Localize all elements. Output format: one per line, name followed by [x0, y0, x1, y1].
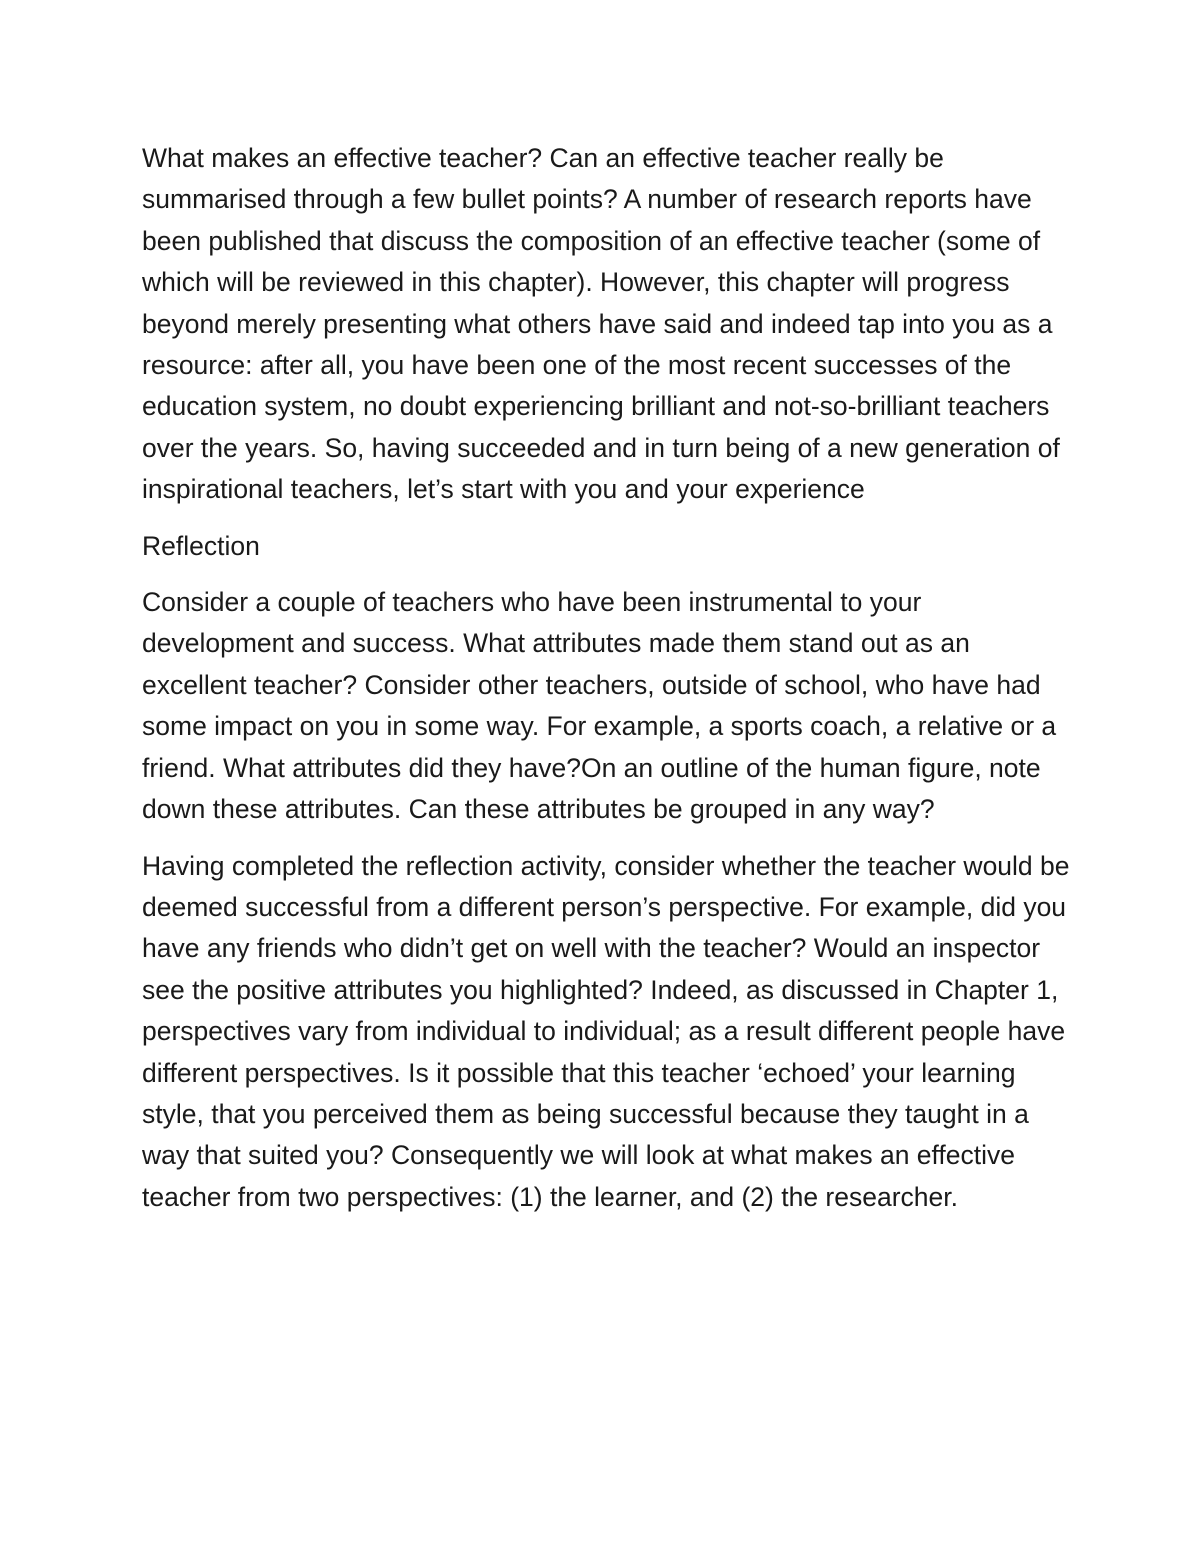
reflection-paragraph: Consider a couple of teachers who have been instrumental to your development and success. What attributes made them stand out as an excellent teacher? Consider other teachers, outside of school, who have had some impact on you in some way. For example, a sports coach, a relative or a friend. What attributes did they have?On an outline of the human figure, note down these attributes. Can these attributes be grouped in any way?: [142, 587, 1057, 825]
reflection-heading: Reflection: [142, 530, 260, 561]
document-body: [142, 138, 1072, 1218]
perspectives-paragraph: Having completed the reflection activity, consider whether the teacher would be deemed successful from a different person’s perspective. For example, did you have any friends who didn’t get on well with the teacher? Would an inspector see the positive attributes you highlighted? Indeed, as discussed in Chapter 1, perspectives vary from individual to individual; as a result different people have different perspectives. Is it possible that this teacher ‘echoed’ your learning style, that you perceived them as being successful because they taught in a way that suited you? Consequently we will look at what makes an effective teacher from two perspectives: (1) the learner, and (2) the researcher.: [142, 850, 1070, 1212]
intro-paragraph: What makes an effective teacher? Can an effective teacher really be summarised through a few bullet points? A number of research reports have been published that discuss the composition of an effective teacher (some of which will be reviewed in this chapter). However, this chapter will progress beyond merely presenting what others have said and indeed tap into you as a resource: after all, you have been one of the most recent successes of the education system, no doubt experiencing brilliant and not-so-brilliant teachers over the years. So, having succeeded and in turn being of a new generation of inspirational teachers, let’s start with you and your experience: [142, 143, 1060, 505]
